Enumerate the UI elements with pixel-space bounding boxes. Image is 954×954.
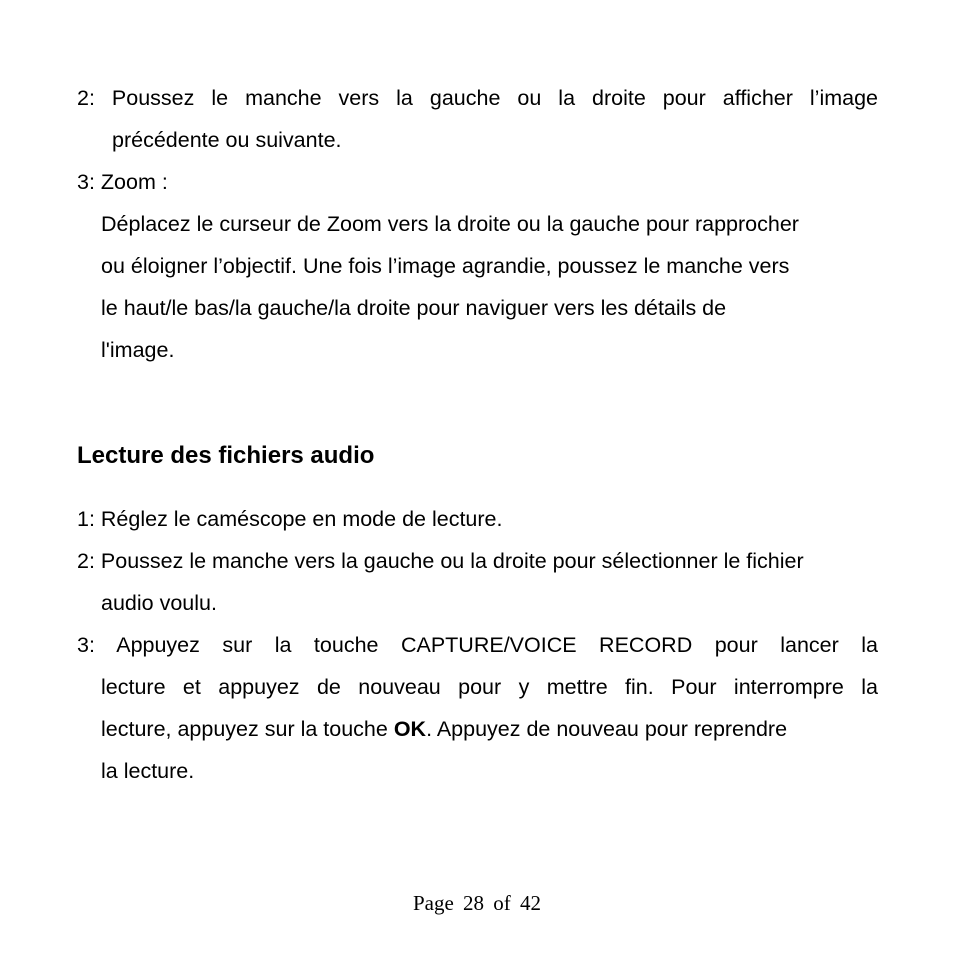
s1-item3-line1: Déplacez le curseur de Zoom vers la droite ou la gauche pour rapprocher [101,212,799,236]
s1-item3-line4: l'image. [101,338,175,362]
s2-item3-line2: lecture et appuyez de nouveau pour y mettre fin. Pour interrompre la [101,675,878,699]
s2-item3-line4: la lecture. [101,759,195,783]
s2-item3-line1: 3: Appuyez sur la touche CAPTURE/VOICE RECORD pour lancer la [77,633,878,657]
ok-key-label: OK [393,717,427,741]
section-heading: Lecture des fichiers audio [77,442,375,469]
s1-item2-line2: précédente ou suivante. [112,128,342,152]
s2-item3-line3-pre: lecture, appuyez sur la touche [101,717,394,741]
s2-item3-line3 [101,716,787,742]
page-number: Page 28 of 42 [412,891,542,915]
s2-item1: 1: Réglez le caméscope en mode de lecture. [77,507,503,531]
s2-item2-line2: audio voulu. [101,591,217,615]
s2-item3-line3-post: . Appuyez de nouveau pour reprendre [426,717,788,741]
s1-item3-line3: le haut/le bas/la gauche/la droite pour naviguer vers les détails de [101,296,727,320]
s1-item2-line1: 2: Poussez le manche vers la gauche ou la droite pour afficher l’image [77,86,878,110]
s2-item2-line1: 2: Poussez le manche vers la gauche ou la droite pour sélectionner le fichier [77,549,804,573]
s1-item3-title: 3: Zoom : [77,170,168,194]
s1-item3-line2: ou éloigner l’objectif. Une fois l’image agrandie, poussez le manche vers [101,254,790,278]
